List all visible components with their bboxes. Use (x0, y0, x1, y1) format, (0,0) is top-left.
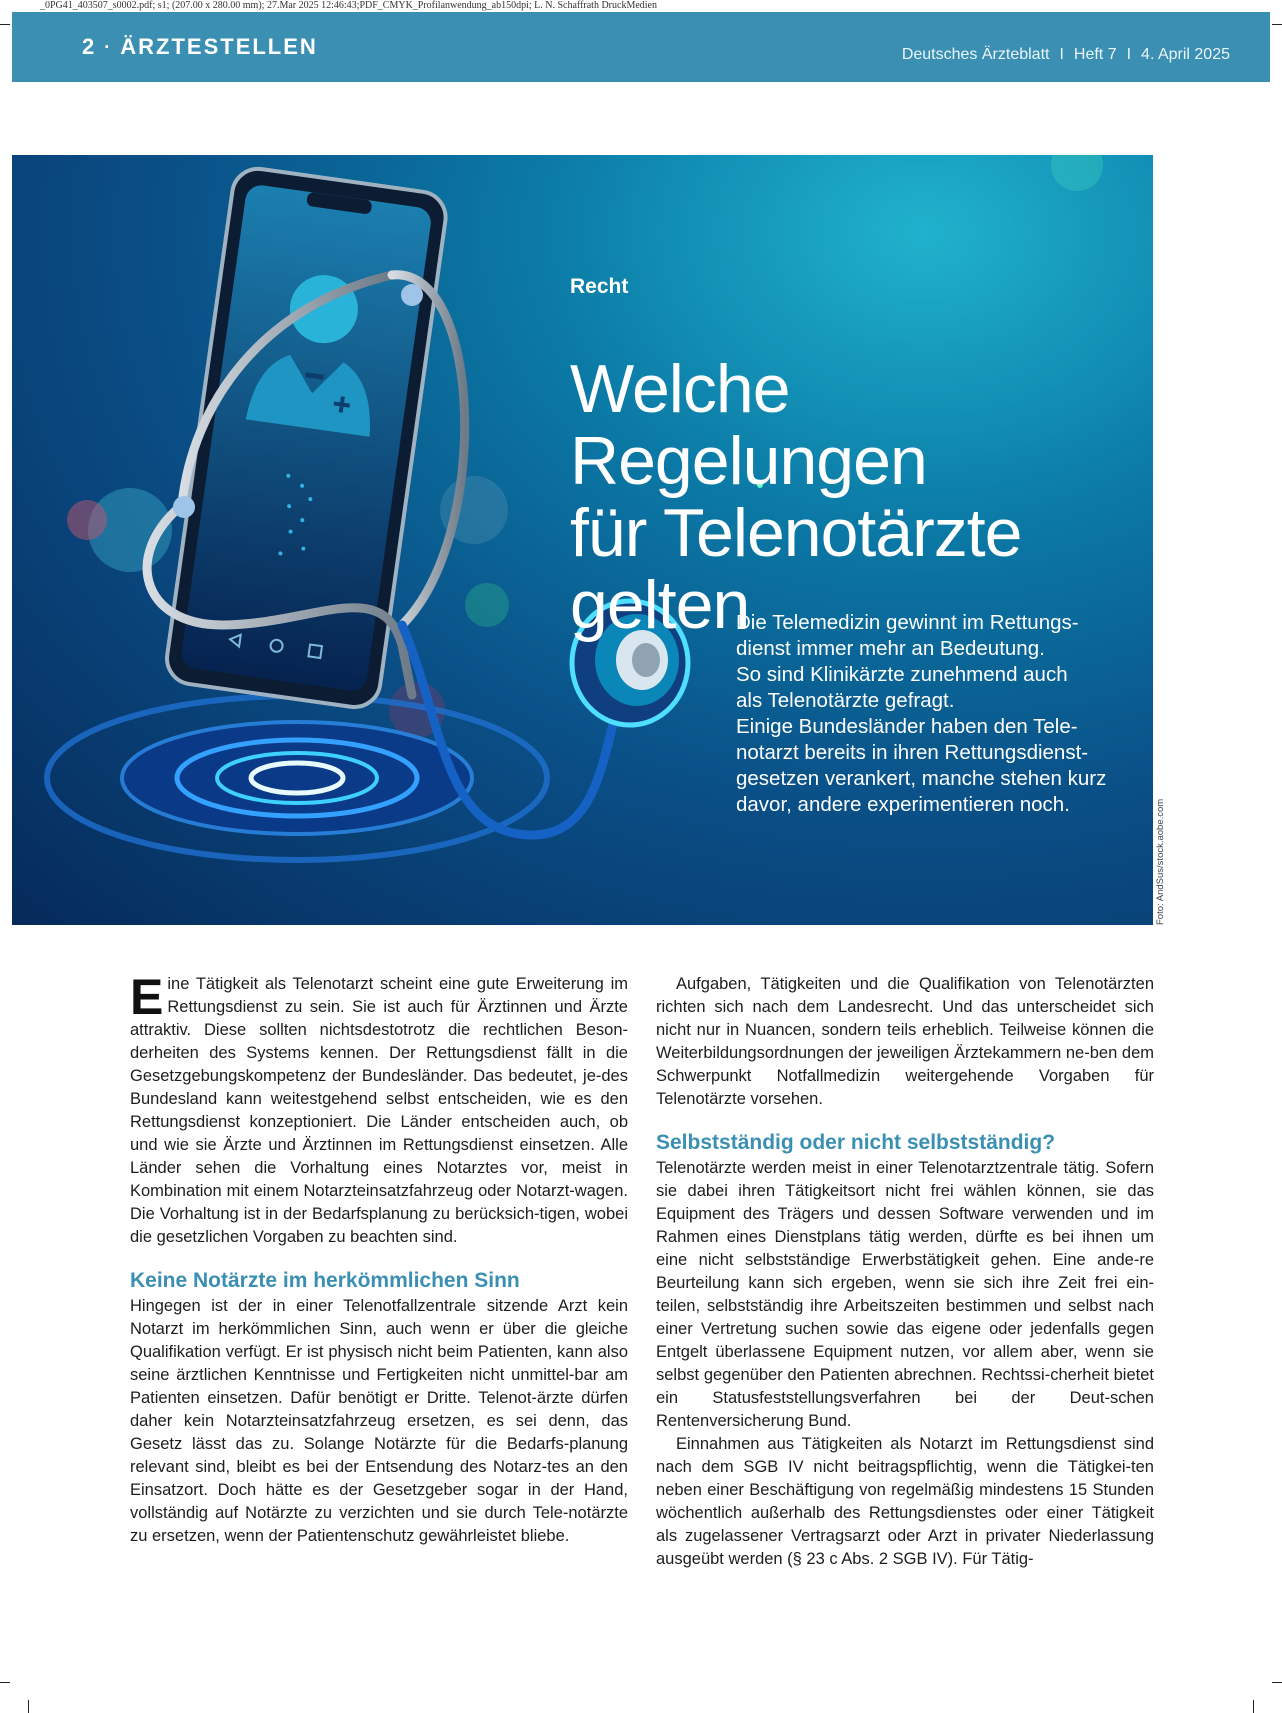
earpiece-icon (173, 496, 195, 518)
lead-line: davor, andere experimentieren noch. (736, 793, 1070, 816)
issue-date: 4. April 2025 (1141, 46, 1230, 63)
page-header (12, 12, 1270, 82)
bokeh-circle (67, 500, 107, 540)
lead-line: So sind Klinikärzte zunehmend auch (736, 663, 1068, 686)
article-headline (570, 350, 1130, 643)
lead-line: Die Telemedizin gewinnt im Rettungs- (736, 611, 1079, 634)
publication-name: Deutsches Ärzteblatt (901, 46, 1050, 63)
page-number: 2 (82, 34, 97, 59)
article-paragraph: Hingegen ist der in einer Telenotfallzentrale sitzende Arzt kein Notarzt im herkömmlichen Sinn, auch wenn er über die gleiche Qualifikation verfügt. Er ist physisch nicht beim Patienten, kann also seine ärztlichen Kenntnisse und Fertigkeiten nicht unmittel-bar am Patienten einsetzen. Dafür benötigt er Dritte. Telenot-ärzte dürfen daher kein Notarzteinsatzfahrzeug ersetzen, es sei denn, das Gesetz lässt das zu. Solange Notärzte für die Bedarfs-planung relevant sind, bleibt es bei der Entsendung des Notarz-tes an den Einsatzort. Doch hätte es der Gesetzgeber sogar in der Hand, vollständig auf Notärzte zu verzichten und sie durch Tele-notärzte zu ersetzen, wenn der Patientenschutz gewährleistet bliebe. (130, 1297, 628, 1545)
crop-mark (1272, 24, 1282, 25)
paragraph-text: ine Tätigkeit als Telenotarzt scheint eine gute Erweiterung im Rettungsdienst zu sein. Sie ist auch für Ärztinnen und Ärzte attraktiv. Diese sollten nichtsdestotrotz die rechtlichen Beson-derheiten des Systems kennen. Der Rettungsdienst fällt in die Gesetzgebungskompetenz der Bundesländer. Das bedeutet, je-des Bundesland kann weitestgehend selbst entscheiden, wie es den Rettungsdienst konzeptioniert. Die Länder entscheiden auch, ob und wie sie Ärzte und Ärztinnen im Rettungsdienst einsetzen. Alle Länder sehen die Vorhaltung eines Notarztes vor, meist in Kombination mit einem Notarzteinsatzfahrzeug oder Notarzt-wagen. Die Vorhaltung ist in der Bedarfsplanung zu berücksich-tigen, wobei die gesetzlichen Vorgaben zu beachten sind. (130, 975, 628, 1246)
article-paragraph: Einnahmen aus Tätigkeiten als Notarzt im Rettungsdienst sind nach dem SGB IV nicht beitragspflichtig, wenn die Tätigkei-ten neben einer Beschäftigung von regelmäßig mindestens 15 Stunden wöchentlich außerhalb des Rettungsdienstes oder einer Tätigkeit als zugelassener Vertragsarzt oder Arzt in privater Niederlassung ausgeübt werden (§ 23 c Abs. 2 SGB IV). Für Tätig- (656, 1435, 1154, 1568)
section-name: ÄRZTESTELLEN (120, 34, 318, 59)
headline-line: Welche Regelungen (570, 350, 927, 499)
article-column-right (656, 973, 1154, 1571)
headline-line: für Telenotärzte (570, 494, 1022, 571)
lead-line: gesetzen verankert, manche stehen kurz (736, 767, 1107, 790)
crop-mark (0, 1682, 10, 1683)
header-section-label (82, 34, 318, 60)
lead-line: Einige Bundesländer haben den Tele- (736, 715, 1078, 738)
crop-mark (0, 24, 10, 25)
crop-mark (28, 1700, 29, 1713)
header-publication-info (902, 46, 1230, 64)
section-heading: Selbstständig oder nicht selbstständig? (656, 1131, 1056, 1154)
lead-line: notarzt bereits in ihren Rettungsdienst- (736, 741, 1089, 764)
bokeh-circle (465, 583, 509, 627)
header-divider: I (1059, 46, 1064, 63)
dropcap: E (130, 969, 164, 1025)
header-separator: · (104, 36, 113, 57)
hero-illustration (12, 155, 1153, 925)
photo-credit: Foto: AndSus/stock.aobe.com (1155, 798, 1166, 925)
article-lead (736, 610, 1136, 818)
article-paragraph (130, 969, 628, 1249)
article-kicker: Recht (570, 275, 629, 298)
crop-mark (1253, 1700, 1254, 1713)
crop-mark (1272, 1682, 1282, 1683)
article-paragraph: Aufgaben, Tätigkeiten und die Qualifikation von Telenotärzten richten sich nach dem Landesrecht. Und das unterscheidet sich nicht nur in Nuancen, sondern teils erheblich. Teilweise können die Weiterbildungsordnungen der jeweiligen Ärztekammern ne-ben dem Schwerpunkt Notfallmedizin weitergehende Vorgaben für Telenotärzte vorsehen. (656, 975, 1154, 1108)
lead-line: dienst immer mehr an Bedeutung. (736, 637, 1045, 660)
issue-number: Heft 7 (1073, 46, 1117, 63)
headline-line: gelten (570, 566, 750, 643)
article-column-left (130, 969, 628, 1548)
article-paragraph: Telenotärzte werden meist in einer Telenotarztzentrale tätig. Sofern sie dabei ihren Tätigkeitsort nicht frei wählen können, sie das Equipment des Trägers und dessen Software verwenden und im Rahmen eines Dienstplans tätig werden, dürfte es bei ihnen um eine nicht selbstständige Erwerbstätigkeit gehen. Eine ande-re Beurteilung kann sich ergeben, wenn sie sich ihre Zeit frei ein-teilen, selbstständig ihre Arbeitszeiten bestimmen und selbst nach einer Vertretung suchen sowie das eigene oder jedenfalls gegen Entgelt überlassene Equipment nutzen, vor allem aber, wenn sie selbst gegenüber den Patienten abrechnen. Rechtssi-cherheit bietet ein Statusfeststellungsverfahren bei der Deut-schen Rentenversicherung Bund. (656, 1159, 1154, 1430)
earpiece-icon (401, 284, 423, 306)
lead-line: als Telenotärzte gefragt. (736, 689, 955, 712)
print-metadata: _0PG41_403507_s0002.pdf; s1; (207.00 x 280.00 mm); 27.Mar 2025 12:46:43;PDF_CMYK_Profilanwendung_ab150dpi; L. N. Schaffrath DruckMedien (40, 0, 657, 11)
bokeh-circle (1051, 155, 1103, 191)
section-heading: Keine Notärzte im herkömmlichen Sinn (130, 1269, 520, 1292)
header-divider: I (1126, 46, 1132, 63)
